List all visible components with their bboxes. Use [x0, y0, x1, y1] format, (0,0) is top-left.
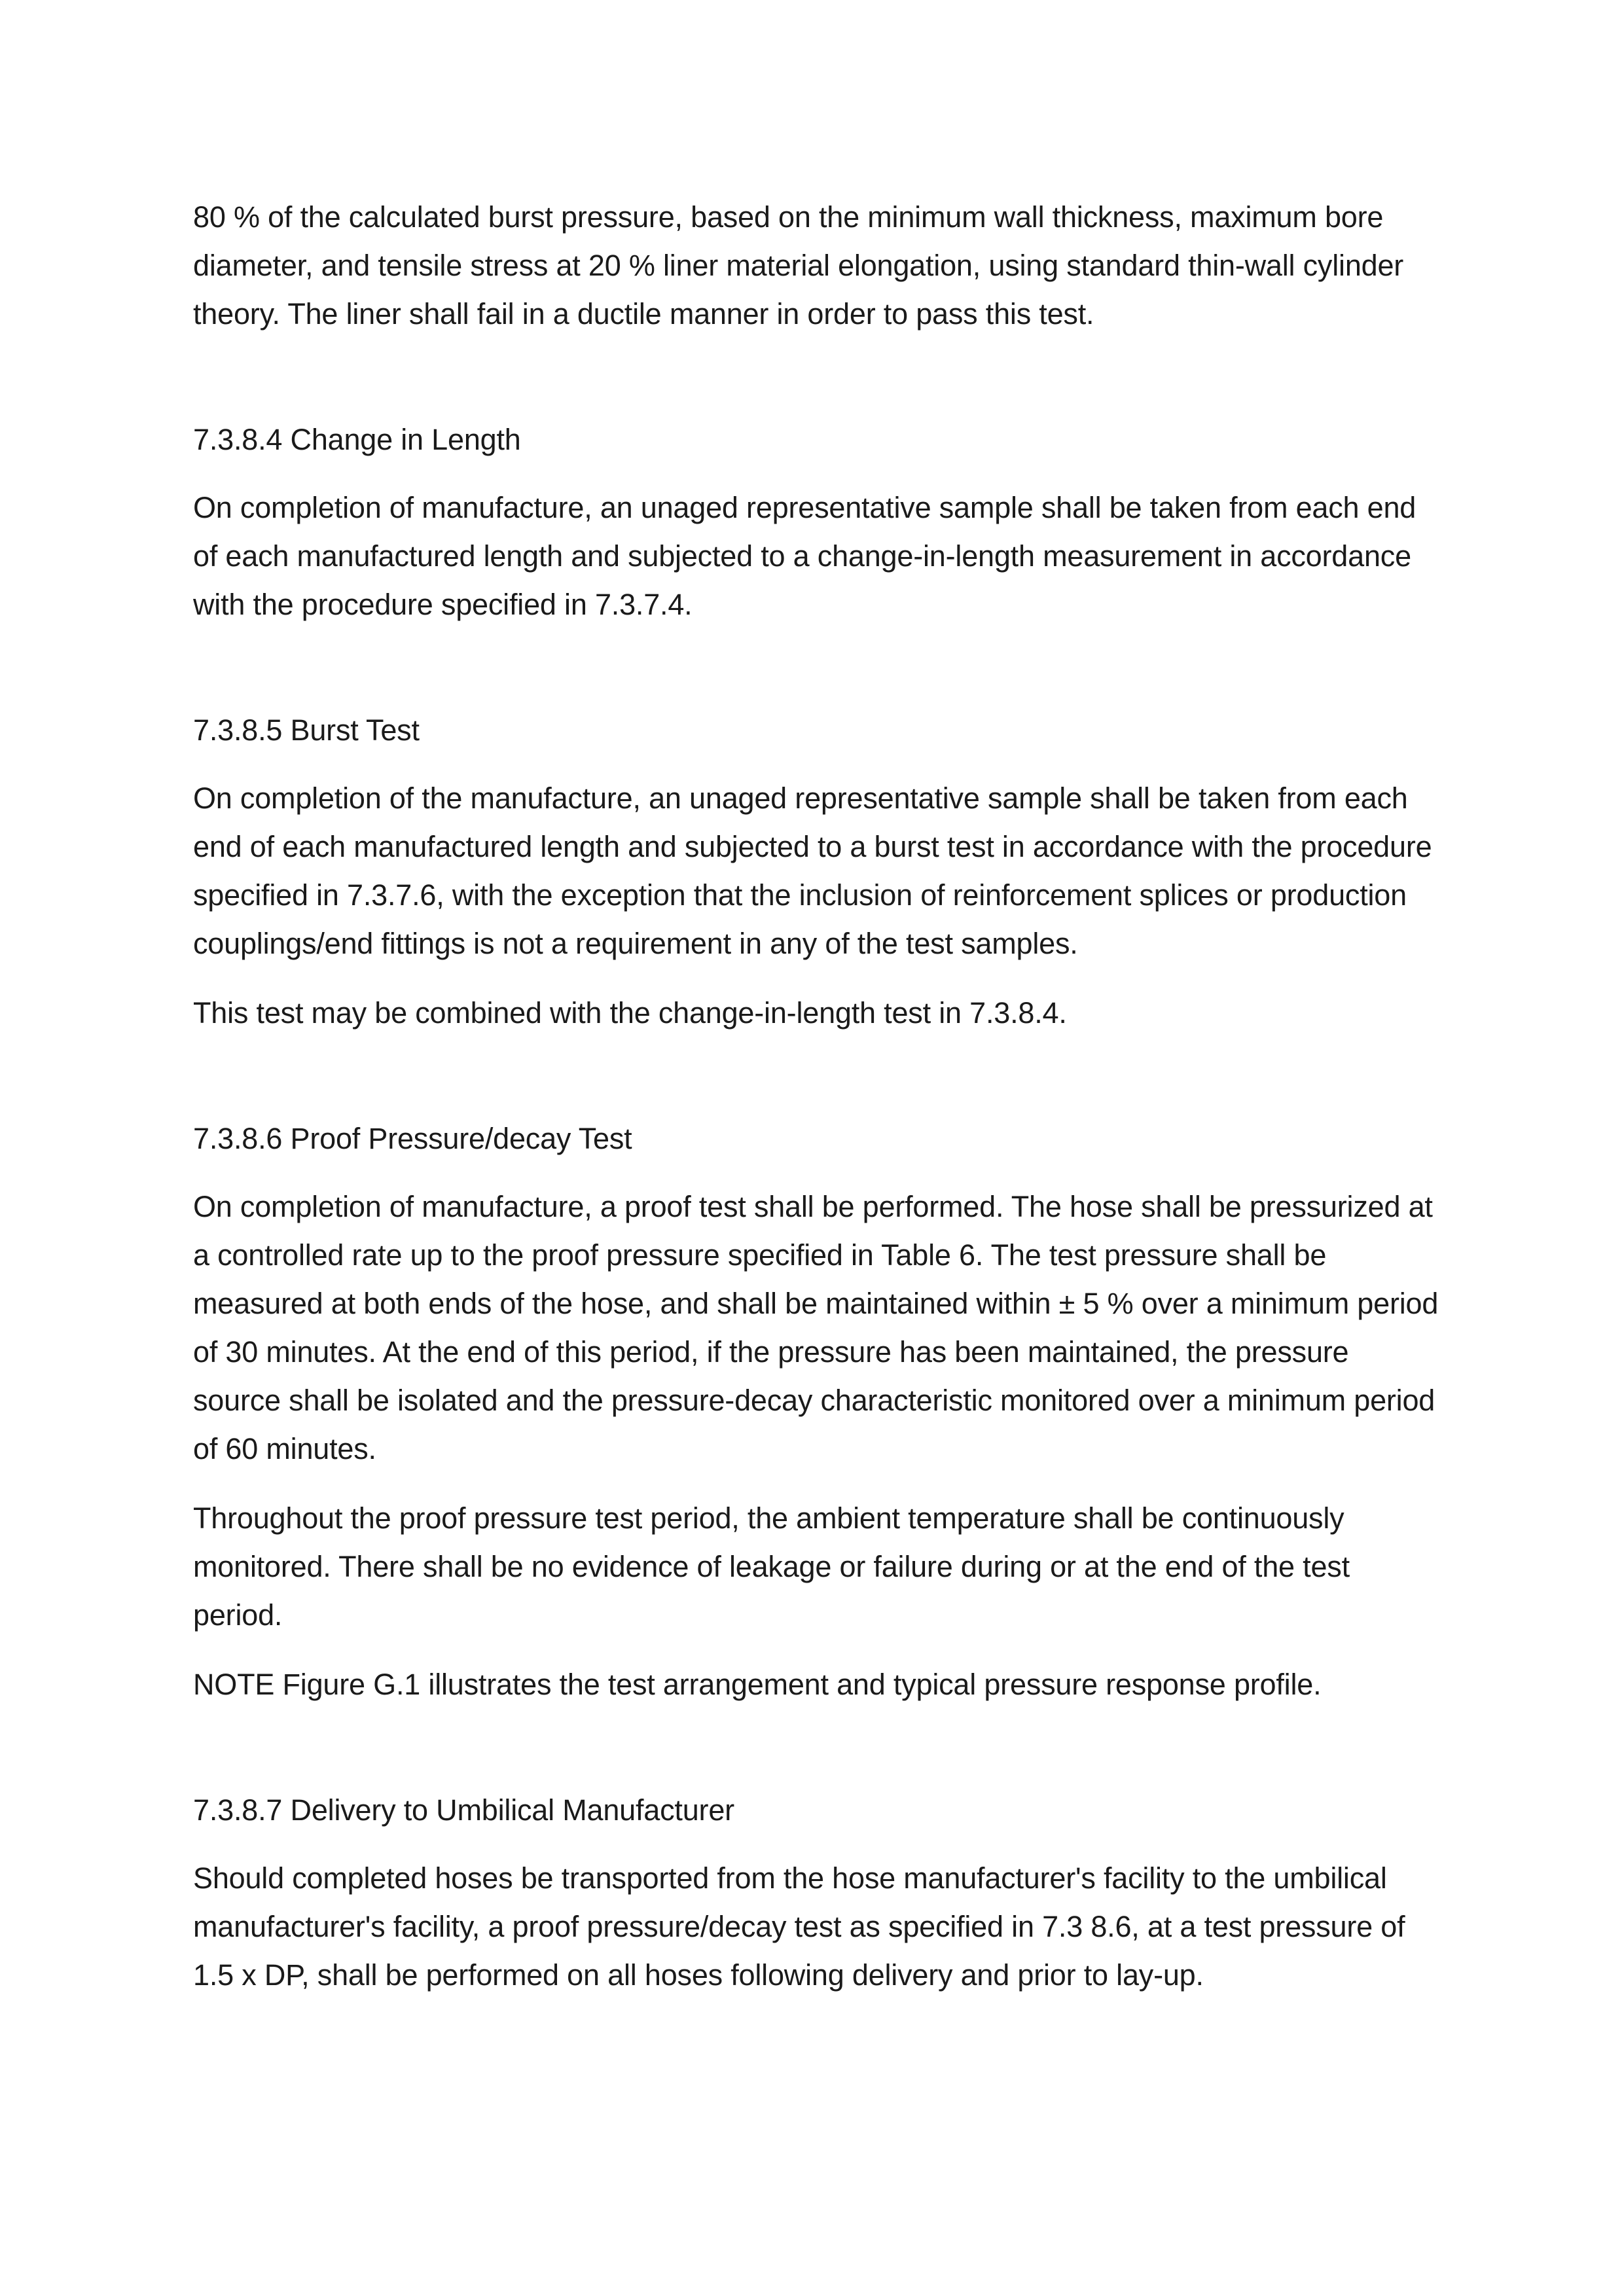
- heading-change-in-length: 7.3.8.4 Change in Length: [193, 423, 521, 456]
- paragraph-proof-test-procedure: On completion of manufacture, a proof test shall be performed. The hose shall be pressurized at a controlled rate up to the proof pressure specified in Table 6. The test pressure shall be measured at both ends of the hose, and shall be maintained within ± 5 % over a minimum period of 30 minutes. At the end of this period, if the pressure has been maintained, the pressure source shall be isolated and the pressure-decay characteristic monitored over a minimum period of 60 minutes.: [193, 1190, 1439, 1465]
- heading-burst-test: 7.3.8.5 Burst Test: [193, 713, 420, 747]
- heading-delivery-to-umbilical-manufacturer: 7.3.8.7 Delivery to Umbilical Manufacturer: [193, 1793, 734, 1827]
- heading-proof-pressure-decay-test: 7.3.8.6 Proof Pressure/decay Test: [193, 1122, 632, 1155]
- paragraph-burst-test: On completion of the manufacture, an unaged representative sample shall be taken from each end of each manufactured length and subjected to a burst test in accordance with the procedure specified in 7.3.7.6, with the exception that the inclusion of reinforcement splices or production couplings/end fittings is not a requirement in any of the test samples.: [193, 781, 1432, 960]
- paragraph-delivery-requirements: Should completed hoses be transported from the hose manufacturer's facility to the umbilical manufacturer's facility, a proof pressure/decay test as specified in 7.3 8.6, at a test pressure of 1.5 x DP, shall be performed on all hoses following delivery and prior to lay-up.: [193, 1861, 1405, 1992]
- paragraph-note-figure-g1: NOTE Figure G.1 illustrates the test arrangement and typical pressure response profile.: [193, 1668, 1322, 1701]
- paragraph-change-in-length: On completion of manufacture, an unaged representative sample shall be taken from each end of each manufactured length and subjected to a change-in-length measurement in accordance with the procedure specified in 7.3.7.4.: [193, 491, 1416, 621]
- paragraph-ambient-temperature: Throughout the proof pressure test period, the ambient temperature shall be continuously monitored. There shall be no evidence of leakage or failure during or at the end of the test period.: [193, 1501, 1350, 1632]
- paragraph-combined-test: This test may be combined with the change-in-length test in 7.3.8.4.: [193, 996, 1067, 1030]
- paragraph-liner-burst-criteria: 80 % of the calculated burst pressure, based on the minimum wall thickness, maximum bore diameter, and tensile stress at 20 % liner material elongation, using standard thin-wall cylinder theory. The liner shall fail in a ductile manner in order to pass this test.: [193, 200, 1404, 331]
